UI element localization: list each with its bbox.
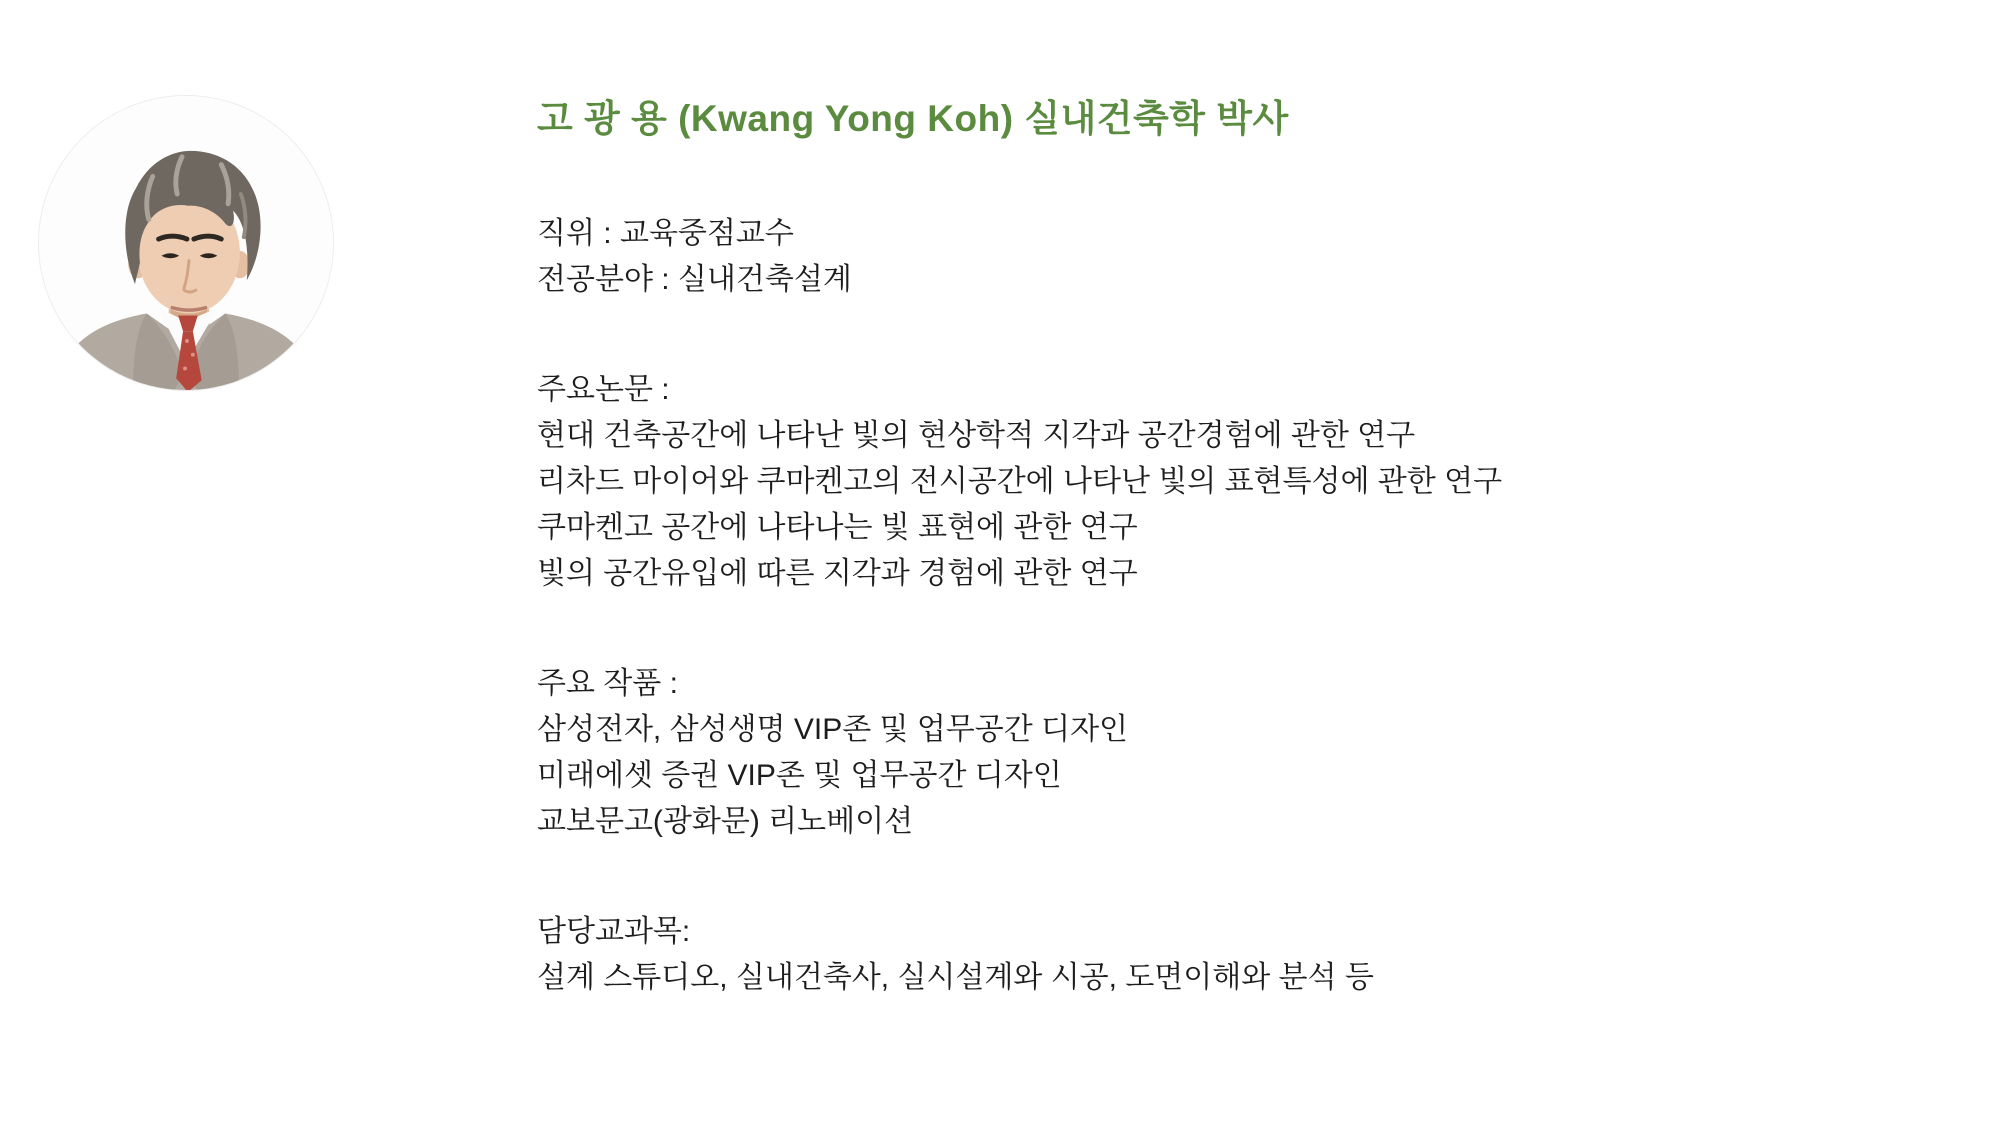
profile-photo (38, 95, 334, 391)
major-line: 전공분야 : 실내건축설계 (537, 263, 852, 297)
works-heading: 주요 작품 : (537, 667, 678, 701)
course-item: 설계 스튜디오, 실내건축사, 실시설계와 시공, 도면이해와 분석 등 (537, 961, 1374, 995)
courses-section (537, 909, 1957, 1001)
paper-item: 현대 건축공간에 나타난 빛의 현상학적 지각과 공간경험에 관한 연구 (537, 419, 1416, 453)
work-item: 교보문고(광화문) 리노베이션 (537, 805, 914, 839)
papers-section (537, 367, 1957, 597)
profile-content (537, 97, 1957, 1065)
basic-info-section (537, 211, 1957, 303)
work-item: 삼성전자, 삼성생명 VIP존 및 업무공간 디자인 (537, 713, 1129, 747)
portrait-illustration (39, 96, 333, 390)
works-section (537, 661, 1957, 845)
position-line: 직위 : 교육중점교수 (537, 217, 794, 251)
paper-item: 리차드 마이어와 쿠마켄고의 전시공간에 나타난 빛의 표현특성에 관한 연구 (537, 465, 1503, 499)
paper-item: 쿠마켄고 공간에 나타나는 빛 표현에 관한 연구 (537, 511, 1138, 545)
work-item: 미래에셋 증권 VIP존 및 업무공간 디자인 (537, 759, 1062, 793)
courses-heading: 담당교과목: (537, 915, 691, 949)
papers-heading: 주요논문 : (537, 373, 670, 407)
page-title: 고 광 용 (Kwang Yong Koh) 실내건축학 박사 (537, 98, 1289, 139)
paper-item: 빛의 공간유입에 따른 지각과 경험에 관한 연구 (537, 557, 1138, 591)
